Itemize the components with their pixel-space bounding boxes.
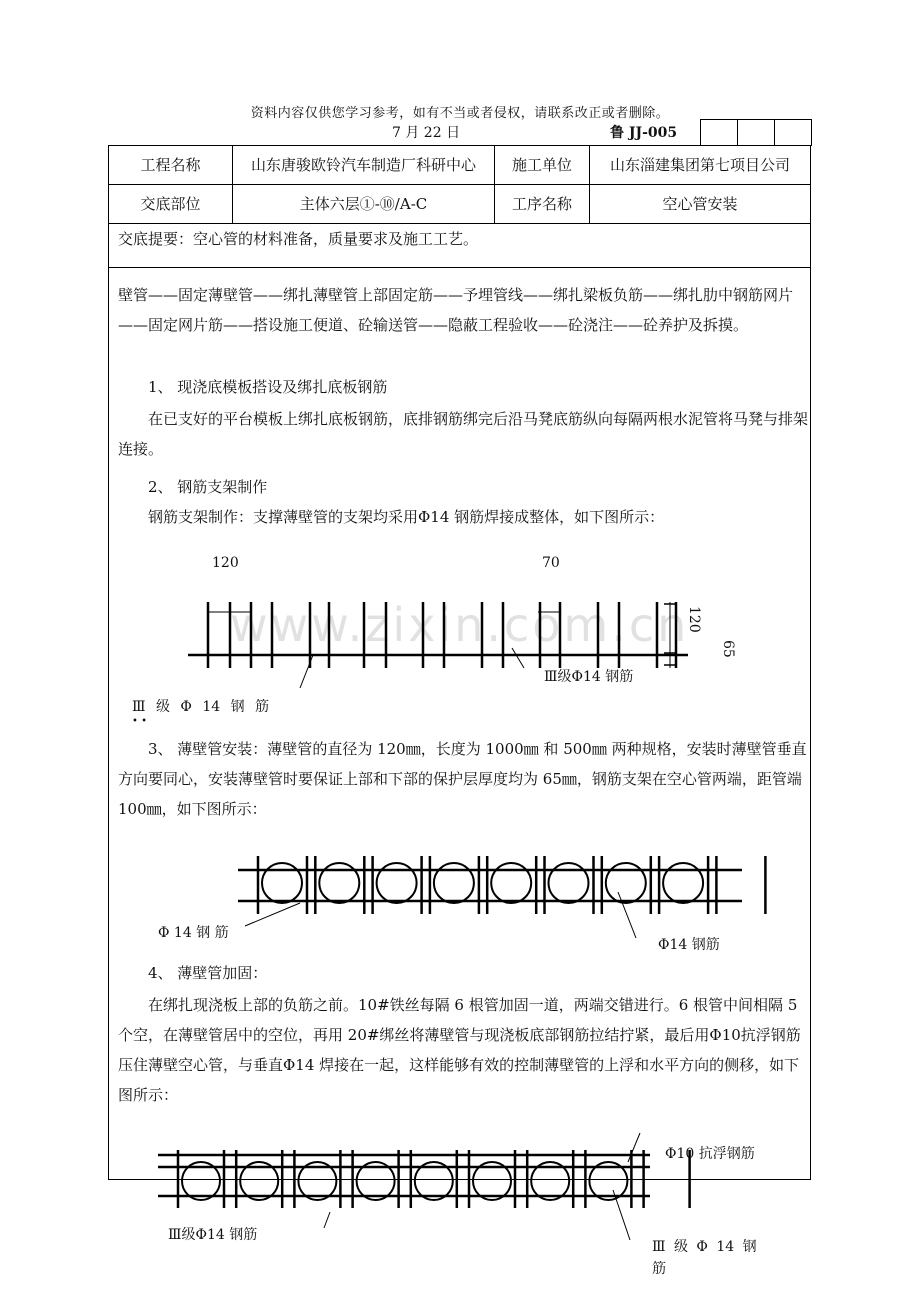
fig2-pipe-install-diagram (238, 856, 765, 938)
section-2-title: 2、 钢筋支架制作 (148, 478, 268, 496)
section-1-text: 在已支好的平台模板上绑扎底板钢筋，底排钢筋绑完后沿马凳底筋纵向每隔两根水泥管将马凳与排架连接。 (118, 410, 809, 458)
document-code: 鲁 JJ-005 (610, 125, 678, 141)
summary-text: 交底提要：空心管的材料准备，质量要求及施工工艺。 (118, 230, 479, 248)
fig2-rebar-label-right: Φ14 钢筋 (658, 937, 720, 953)
process-label: 工序名称 (511, 195, 572, 213)
location-value: 主体六层①-⑩/A-C (299, 195, 428, 213)
project-name-label: 工程名称 (140, 156, 201, 174)
fig1-dim-right-bottom: 65 (720, 640, 736, 658)
fig1-rebar-label-right: Ⅲ级Φ14 钢筋 (544, 669, 634, 685)
location-label: 交底部位 (140, 195, 201, 213)
date-label: 7 月 22 日 (392, 125, 461, 141)
fig3-anti-float-label: Φ10 抗浮钢筋 (665, 1146, 755, 1162)
fig1-leader-right (512, 648, 524, 668)
fig2-leader-right (618, 892, 636, 938)
fig3-rebar-label-right-1: Ⅲ 级 Φ 14 钢 (652, 1239, 757, 1255)
fig1-dots: • • (132, 716, 147, 727)
section-2-text: 钢筋支架制作：支撑薄壁管的支架均采用Φ14 钢筋焊接成整体，如下图所示： (148, 508, 665, 526)
fig1-dim-left: 120 (212, 555, 239, 571)
fig1-dim-mid: 70 (542, 555, 560, 571)
fig3-reinforcement-diagram (158, 1133, 690, 1240)
section-4-text: 在绑扎现浇板上部的负筋之前。10#铁丝每隔 6 根管加固一道，两端交错进行。6 根管中间相隔 5 个空，在薄壁管居中的空位，再用 20#绑丝将薄壁管与现浇板底部钢筋拉结拧紧，最后用Φ10抗浮钢筋压住薄壁空心管，与垂直Φ14 焊接在一起，这样能够有效的控制薄壁管的上浮和水平方向的侧移，如下图所示： (118, 996, 801, 1104)
watermark: www.zixin.com.cn (230, 598, 690, 652)
project-name-value: 山东唐骏欧铃汽车制造厂科研中心 (250, 156, 476, 174)
section-3-text: 3、 薄壁管安装：薄壁管的直径为 120㎜，长度为 1000㎜ 和 500㎜ 两种规格，安装时薄壁管垂直方向要同心，安装薄壁管时要保证上部和下部的保护层厚度均为 65㎜，钢筋支架在空心管两端，距管端 100㎜，如下图所示： (118, 740, 807, 818)
fig3-leader-right (613, 1190, 630, 1240)
fig3-rebar-label-left: Ⅲ级Φ14 钢筋 (168, 1227, 258, 1243)
copyright-notice: 资料内容仅供您学习参考，如有不当或者侵权，请联系改正或者删除。 (250, 106, 670, 121)
fig1-dim-right-top: 120 (686, 606, 702, 633)
fig2-leader-left (245, 903, 300, 926)
process-flow-text: 壁管——固定薄壁管——绑扎薄壁管上部固定筋——予埋管线——绑扎梁板负筋——绑扎肋中钢筋网片——固定网片筋——搭设施工便道、砼输送管——隐蔽工程验收——砼浇注——砼养护及拆摸。 (118, 286, 794, 334)
fig3-leader-top (628, 1133, 640, 1162)
process-value: 空心管安装 (662, 195, 738, 213)
fig2-rebar-label-left: Φ 14 钢 筋 (158, 925, 229, 941)
fig3-leader-left (324, 1212, 330, 1228)
fig1-rebar-label-left: Ⅲ 级 Φ 14 钢 筋 (132, 699, 270, 715)
contractor-value: 山东淄建集团第七项目公司 (609, 156, 790, 174)
fig3-rebar-label-right-2: 筋 (652, 1261, 666, 1277)
fig1-leader-left (300, 655, 313, 688)
fig1-rebar-support-diagram (188, 602, 688, 688)
section-1-title: 1、 现浇底模板搭设及绑扎底板钢筋 (148, 378, 388, 396)
section-4-title: 4、 薄壁管加固： (148, 964, 268, 982)
contractor-label: 施工单位 (511, 156, 572, 174)
